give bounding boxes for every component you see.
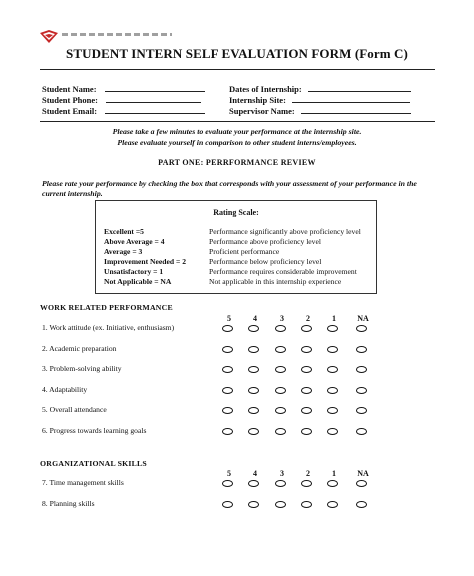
scale-desc: Performance requires considerable improvement — [209, 267, 357, 276]
scale-desc: Proficient performance — [209, 247, 280, 256]
column-header-1: 1 — [332, 469, 336, 478]
evaluation-item-label: 8. Planning skills — [42, 499, 95, 508]
supervisor-field[interactable] — [229, 105, 411, 116]
rating-radio-3[interactable] — [275, 480, 286, 487]
site-field[interactable] — [229, 94, 410, 105]
rating-radio-2[interactable] — [301, 407, 312, 414]
rating-radio-5[interactable] — [222, 480, 233, 487]
rating-radio-1[interactable] — [327, 346, 338, 353]
rating-radio-na[interactable] — [356, 346, 367, 353]
column-header-4: 4 — [253, 469, 257, 478]
supervisor-label: Supervisor Name: — [229, 106, 295, 116]
rating-radio-1[interactable] — [327, 480, 338, 487]
student-phone-label: Student Phone: — [42, 95, 98, 105]
rating-radio-1[interactable] — [327, 325, 338, 332]
section-title-organizational-skills: ORGANIZATIONAL SKILLS — [40, 459, 147, 468]
student-email-label: Student Email: — [42, 106, 98, 116]
intro-line-1: Please take a few minutes to evaluate your performance at the internship site. — [112, 127, 362, 136]
student-name-label: Student Name: — [42, 84, 97, 94]
scale-label: Unsatisfactory = 1 — [104, 267, 164, 276]
fields-divider — [40, 121, 435, 122]
rating-radio-na[interactable] — [356, 325, 367, 332]
scale-label: Not Applicable = NA — [104, 277, 172, 286]
dates-input[interactable] — [308, 83, 411, 92]
column-header-2: 2 — [306, 314, 310, 323]
rating-radio-na[interactable] — [356, 428, 367, 435]
rating-radio-na[interactable] — [356, 387, 367, 394]
rating-radio-3[interactable] — [275, 501, 286, 508]
evaluation-item-label: 5. Overall attendance — [42, 405, 107, 414]
site-label: Internship Site: — [229, 95, 286, 105]
student-name-input[interactable] — [105, 83, 205, 92]
rating-radio-4[interactable] — [248, 501, 259, 508]
rating-radio-4[interactable] — [248, 428, 259, 435]
rating-radio-2[interactable] — [301, 366, 312, 373]
rating-radio-5[interactable] — [222, 428, 233, 435]
rating-radio-2[interactable] — [301, 325, 312, 332]
rating-radio-4[interactable] — [248, 325, 259, 332]
evaluation-item-label: 1. Work attitude (ex. Initiative, enthusiasm) — [42, 323, 175, 332]
scale-label: Above Average = 4 — [104, 237, 165, 246]
scale-desc: Performance significantly above proficiency level — [209, 227, 361, 236]
scale-desc: Performance below proficiency level — [209, 257, 322, 266]
rating-radio-1[interactable] — [327, 387, 338, 394]
form-title: STUDENT INTERN SELF EVALUATION FORM (Form C) — [66, 46, 408, 61]
rating-radio-na[interactable] — [356, 501, 367, 508]
rating-scale-heading: Rating Scale: — [213, 208, 259, 217]
rating-radio-2[interactable] — [301, 346, 312, 353]
scale-label: Average = 3 — [104, 247, 143, 256]
rating-radio-1[interactable] — [327, 501, 338, 508]
rating-radio-3[interactable] — [275, 325, 286, 332]
rating-scale-box — [95, 200, 377, 294]
evaluation-item-label: 7. Time management skills — [42, 478, 124, 487]
rate-instruction-line-2: current internship. — [42, 189, 103, 198]
rating-radio-2[interactable] — [301, 480, 312, 487]
rating-radio-5[interactable] — [222, 387, 233, 394]
student-phone-field[interactable] — [42, 94, 201, 105]
intro-line-2: Please evaluate yourself in comparison to other student interns/employees. — [117, 138, 357, 147]
student-email-input[interactable] — [105, 105, 205, 114]
rating-radio-5[interactable] — [222, 407, 233, 414]
scale-label: Excellent =5 — [104, 227, 144, 236]
column-header-3: 3 — [280, 469, 284, 478]
scale-desc: Not applicable in this internship experience — [209, 277, 342, 286]
rating-radio-3[interactable] — [275, 387, 286, 394]
rating-radio-na[interactable] — [356, 480, 367, 487]
supervisor-input[interactable] — [301, 105, 411, 114]
column-header-4: 4 — [253, 314, 257, 323]
rating-radio-5[interactable] — [222, 325, 233, 332]
evaluation-item-label: 4. Adaptability — [42, 384, 88, 394]
rating-radio-2[interactable] — [301, 387, 312, 394]
student-phone-input[interactable] — [106, 94, 201, 103]
rating-radio-5[interactable] — [222, 346, 233, 353]
rating-radio-4[interactable] — [248, 366, 259, 373]
section-title-work-performance: WORK RELATED PERFORMANCE — [40, 303, 173, 312]
student-email-field[interactable] — [42, 105, 205, 116]
rating-radio-4[interactable] — [248, 387, 259, 394]
rating-radio-5[interactable] — [222, 366, 233, 373]
rating-radio-3[interactable] — [275, 366, 286, 373]
student-name-field[interactable] — [42, 83, 205, 94]
rating-radio-4[interactable] — [248, 407, 259, 414]
site-input[interactable] — [292, 94, 410, 103]
title-divider — [40, 69, 435, 70]
evaluation-item-label: 3. Problem-solving ability — [42, 364, 122, 373]
column-header-5: 5 — [227, 469, 231, 478]
rating-radio-1[interactable] — [327, 407, 338, 414]
dates-label: Dates of Internship: — [229, 84, 302, 94]
rating-radio-3[interactable] — [275, 428, 286, 435]
rating-radio-3[interactable] — [275, 407, 286, 414]
column-header-na: NA — [357, 314, 369, 323]
rating-radio-2[interactable] — [301, 428, 312, 435]
column-header-na: NA — [357, 469, 369, 478]
column-header-5: 5 — [227, 314, 231, 323]
evaluation-item-label: 2. Academic preparation — [42, 343, 117, 353]
university-logo-icon — [40, 30, 58, 44]
column-header-3: 3 — [280, 314, 284, 323]
rating-radio-1[interactable] — [327, 366, 338, 373]
evaluation-item-label: 6. Progress towards learning goals — [42, 425, 147, 435]
rating-radio-4[interactable] — [248, 480, 259, 487]
part-one-heading: PART ONE: PERRFORMANCE REVIEW — [158, 158, 316, 167]
rating-radio-na[interactable] — [356, 366, 367, 373]
rating-radio-na[interactable] — [356, 407, 367, 414]
column-header-1: 1 — [332, 314, 336, 323]
column-header-2: 2 — [306, 469, 310, 478]
rating-radio-2[interactable] — [301, 501, 312, 508]
scale-desc: Performance above proficiency level — [209, 237, 321, 246]
rate-instruction-line-1: Please rate your performance by checking the box that corresponds with your assessment of your performance in the — [42, 179, 417, 188]
rating-radio-5[interactable] — [222, 501, 233, 508]
dates-field[interactable] — [229, 83, 411, 94]
rating-radio-4[interactable] — [248, 346, 259, 353]
logo-wordmark — [62, 33, 172, 36]
scale-label: Improvement Needed = 2 — [104, 257, 187, 266]
rating-radio-3[interactable] — [275, 346, 286, 353]
rating-radio-1[interactable] — [327, 428, 338, 435]
